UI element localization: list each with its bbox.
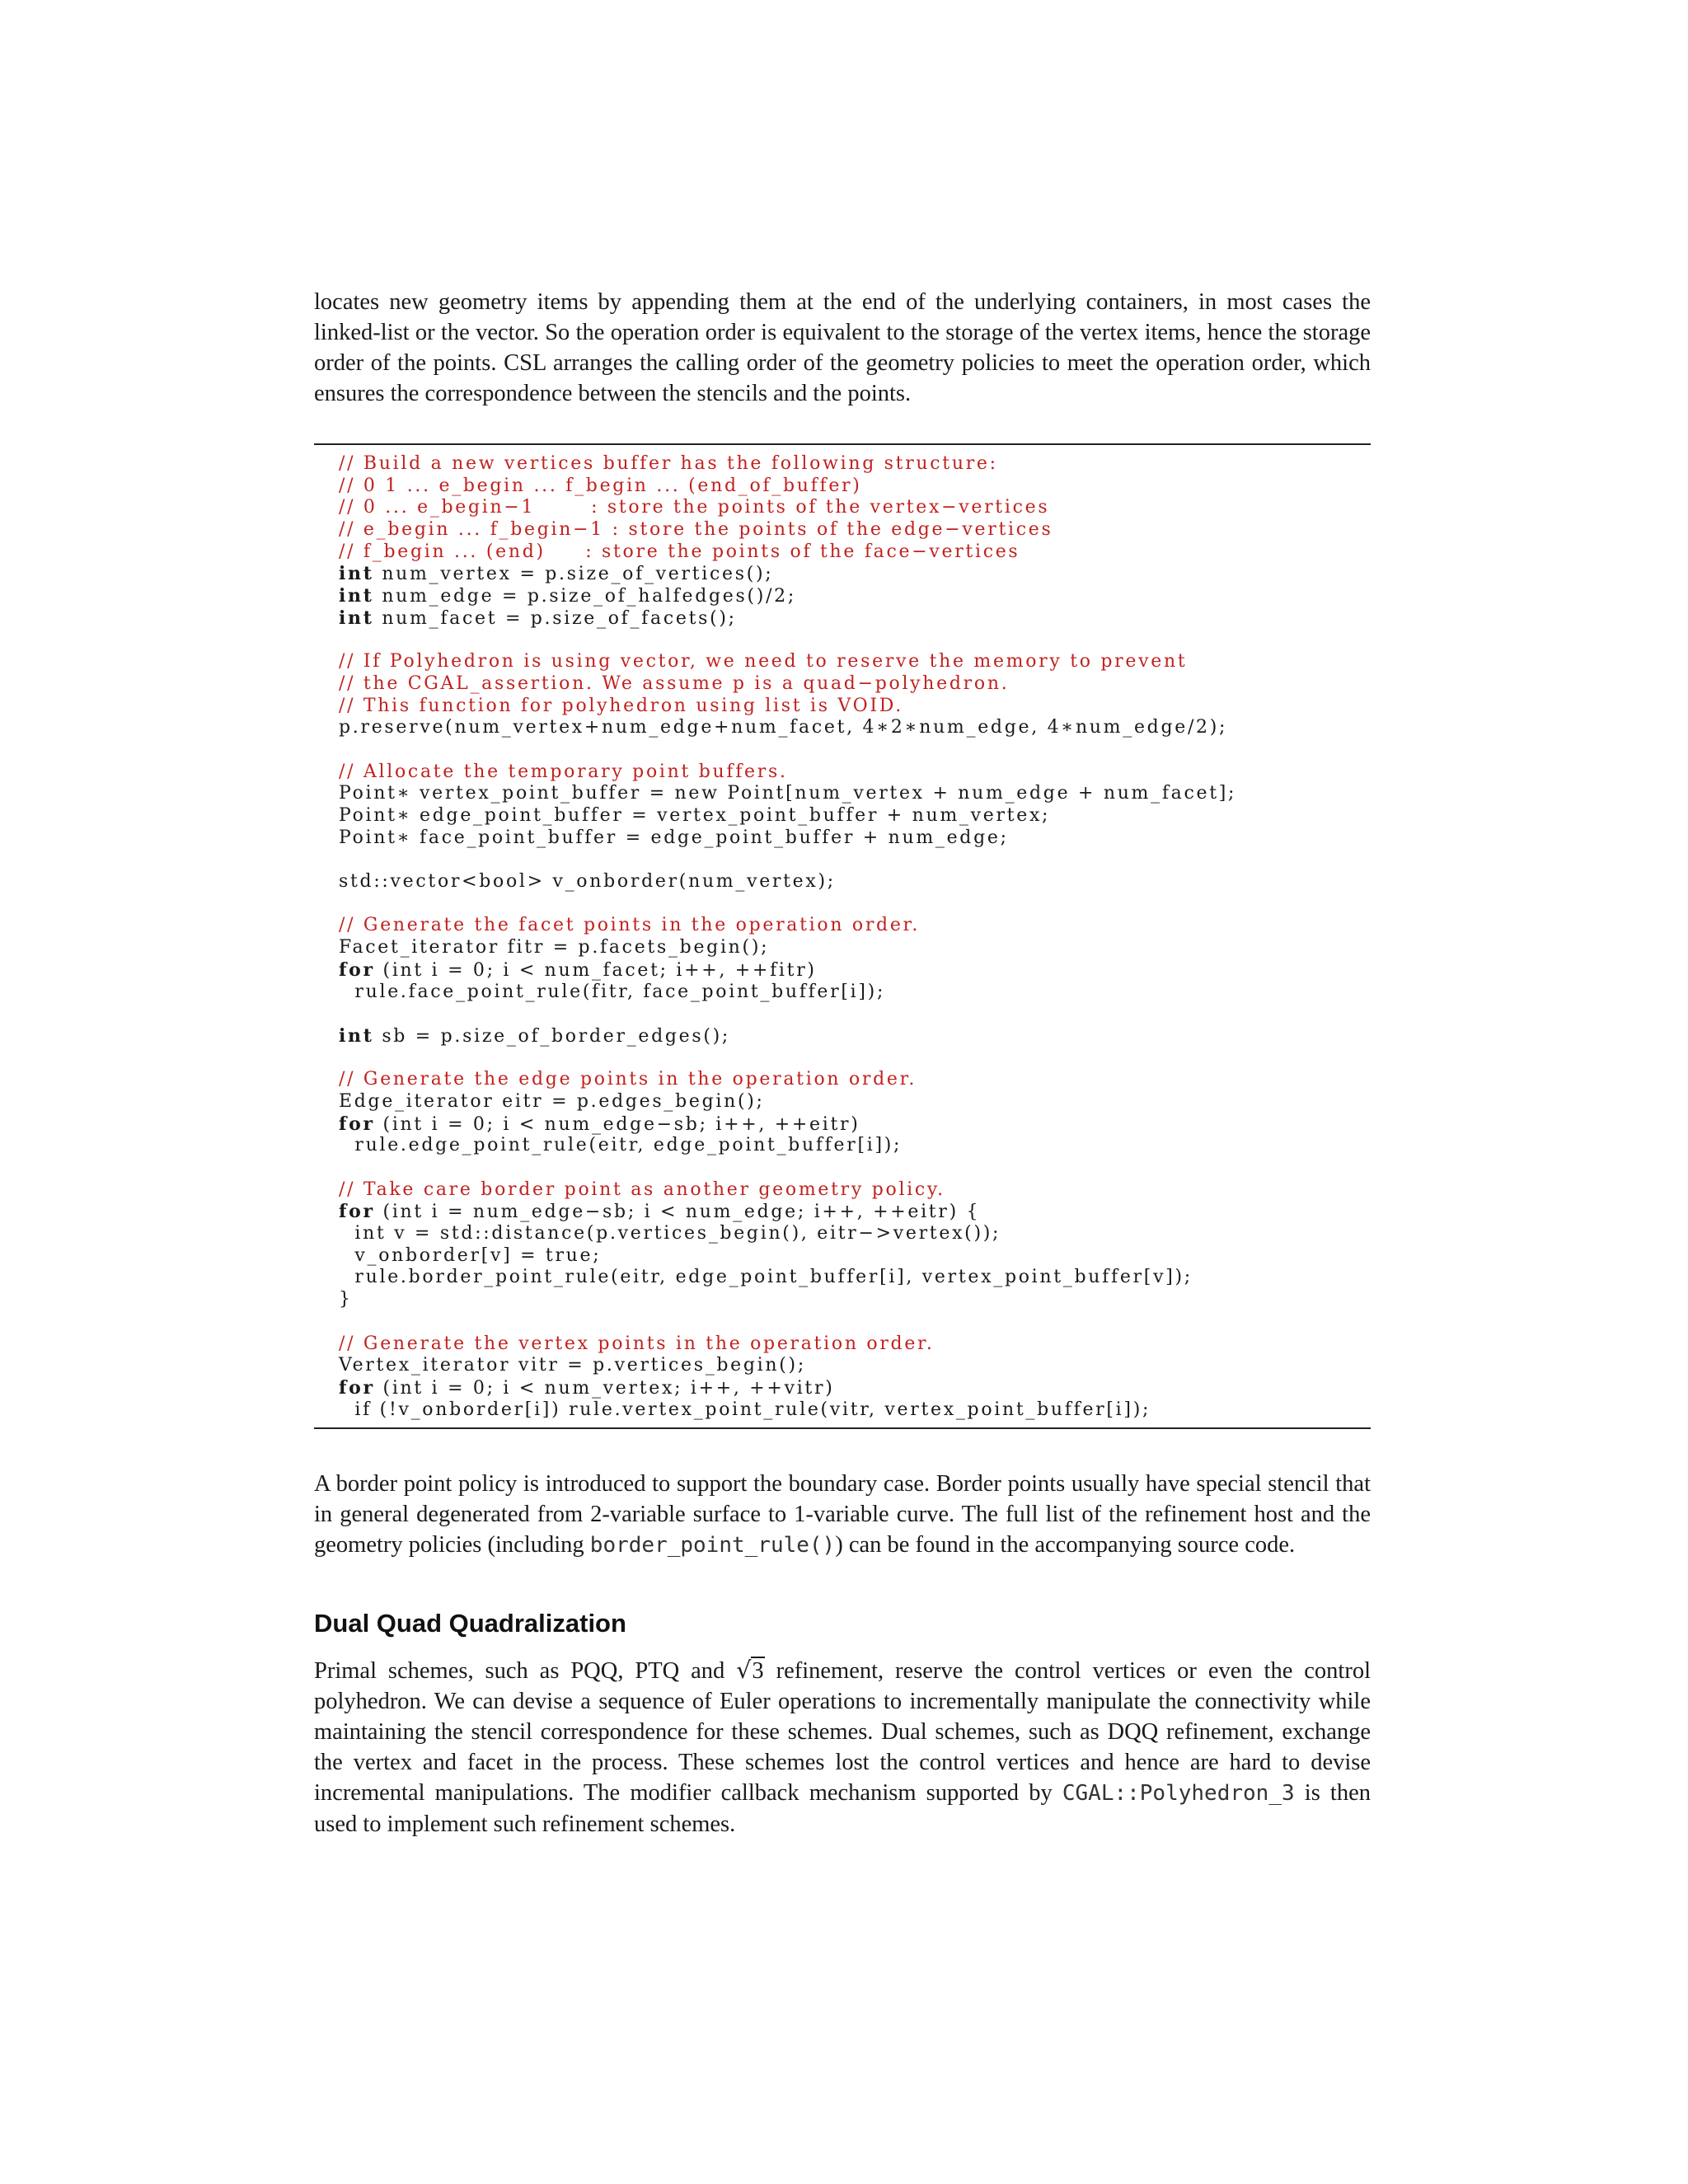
code-text: (int i = 0; i < num_edge−sb; i++, ++eitr) (374, 1113, 860, 1135)
code-comment-line (339, 696, 1371, 718)
code-listing (314, 443, 1371, 1429)
code-line (339, 1135, 1371, 1157)
section-heading: Dual Quad Quadralization (314, 1609, 626, 1638)
code-blank-line (339, 630, 1371, 652)
code-text: // If Polyhedron is using vector, we need to reserve the memory to prevent (339, 651, 1188, 673)
code-text: // Generate the facet points in the operation order. (339, 915, 921, 936)
border-point-paragraph (314, 1469, 1371, 1561)
code-text: // Generate the vertex points in the operation order. (339, 1333, 935, 1354)
code-text: Point∗ face_point_buffer = edge_point_buffer + num_edge; (339, 827, 1009, 848)
code-keyword: for (339, 958, 375, 981)
code-text: Vertex_iterator vitr = p.vertices_begin(); (339, 1355, 806, 1376)
code-text: rule.face_point_rule(fitr, face_point_buffer[i]); (339, 981, 886, 1002)
code-text: // Generate the edge points in the operation order. (339, 1069, 917, 1090)
code-blank-line (339, 1311, 1371, 1333)
dual-para-text-3: is then used to implement such refinement schemes. (314, 1780, 1371, 1838)
code-line (339, 937, 1371, 959)
code-text: // Allocate the temporary point buffers. (339, 761, 788, 782)
code-comment-line (339, 673, 1371, 696)
code-text: // e_begin ... f_begin−1 : store the points of the edge−vertices (339, 519, 1053, 541)
code-line (339, 1245, 1371, 1268)
code-keyword: int (339, 1024, 374, 1047)
code-comment-line (339, 651, 1371, 673)
code-comment-line (339, 497, 1371, 519)
border-para-text-1: A border point policy is introduced to support the boundary case. Border points usually have special stencil that in general degenerated from 2-variable surface to 1-variable curve. The full list of the refinement host and the geometry policies (including (314, 1471, 1371, 1558)
code-line (339, 1025, 1371, 1047)
code-text: num_facet = p.size_of_facets(); (373, 607, 737, 629)
code-line (339, 563, 1371, 585)
code-comment-line (339, 453, 1371, 476)
code-text: rule.edge_point_rule(eitr, edge_point_buffer[i]); (339, 1135, 903, 1156)
code-line (339, 1091, 1371, 1113)
code-text: } (339, 1289, 353, 1310)
code-comment-line (339, 762, 1371, 784)
code-line (339, 1113, 1371, 1136)
code-blank-line (339, 739, 1371, 762)
code-keyword: int (339, 585, 374, 607)
code-comment-line (339, 1179, 1371, 1202)
code-text: // the CGAL_assertion. We assume p is a quad−polyhedron. (339, 673, 1010, 694)
code-text: // Take care border point as another geometry policy. (339, 1179, 945, 1200)
code-text: sb = p.size_of_border_edges(); (373, 1025, 731, 1047)
code-text: p.reserve(num_vertex+num_edge+num_facet, 4∗2∗num_edge, 4∗num_edge/2); (339, 717, 1228, 738)
code-line (339, 1223, 1371, 1245)
code-line (339, 1399, 1371, 1422)
code-line (339, 805, 1371, 827)
code-blank-line (339, 849, 1371, 871)
code-line (339, 1201, 1371, 1223)
border-para-text-2: ) can be found in the accompanying source code. (835, 1532, 1296, 1558)
code-text: num_vertex = p.size_of_vertices(); (373, 564, 774, 585)
code-text: Facet_iterator fitr = p.facets_begin(); (339, 937, 770, 958)
code-comment-line (339, 1069, 1371, 1091)
code-line (339, 827, 1371, 850)
code-line (339, 1377, 1371, 1399)
code-blank-line (339, 1003, 1371, 1025)
code-text: num_edge = p.size_of_halfedges()/2; (373, 586, 796, 607)
dual-quad-paragraph (314, 1655, 1371, 1840)
code-keyword: for (339, 1113, 375, 1135)
sqrt-radical-symbol: √ (736, 1657, 752, 1685)
code-line (339, 585, 1371, 607)
code-text: // This function for polyhedron using list is VOID. (339, 695, 903, 716)
code-comment-line (339, 541, 1371, 564)
code-blank-line (339, 1047, 1371, 1070)
code-text: // f_begin ... (end) : store the points of the face−vertices (339, 541, 1020, 562)
code-text: (int i = 0; i < num_facet; i++, ++fitr) (374, 959, 817, 981)
intro-paragraph: locates new geometry items by appending them at the end of the underlying containers, in most cases the linked-list or the vector. So the operation order is equivalent to the storage of the vertex items, hence the storage order of the points. CSL arranges the calling order of the geometry policies to meet the operation order, which ensures the correspondence between the stencils and the points. (314, 289, 1371, 406)
sqrt-radicand: 3 (752, 1658, 764, 1685)
code-comment-line (339, 519, 1371, 541)
sqrt-3-formula (736, 1655, 764, 1686)
code-text: (int i = 0; i < num_vertex; i++, ++vitr) (374, 1377, 835, 1399)
code-line (339, 982, 1371, 1004)
code-text: Edge_iterator eitr = p.edges_begin(); (339, 1090, 765, 1112)
code-line (339, 871, 1371, 893)
code-text: std::vector<bool> v_onborder(num_vertex); (339, 871, 836, 893)
code-text: rule.border_point_rule(eitr, edge_point_buffer[i], vertex_point_buffer[v]); (339, 1267, 1193, 1288)
page-content (314, 287, 1371, 1840)
code-text: Point∗ vertex_point_buffer = new Point[num_vertex + num_edge + num_facet]; (339, 783, 1237, 804)
inline-code-polyhedron-3: CGAL::Polyhedron_3 (1062, 1781, 1295, 1807)
dual-para-text-2: refinement, reserve the control vertices or even the control polyhedron. We can devise a sequence of Euler operations to incrementally manipulate the connectivity while maintaining the stencil correspondence for these schemes. Dual schemes, such as DQQ refinement, exchange the vertex and facet in the process. These schemes lost the control vertices and hence are hard to devise incremental manipulations. The modifier callback mechanism supported by (314, 1658, 1372, 1807)
code-text: // 0 1 ... e_begin ... f_begin ... (end_of_buffer) (339, 475, 862, 496)
code-text: int v = std::distance(p.vertices_begin(), eitr−>vertex()); (339, 1223, 1001, 1244)
code-keyword: for (339, 1376, 375, 1399)
code-line (339, 1267, 1371, 1289)
code-keyword: int (339, 563, 374, 585)
dual-para-text-1: Primal schemes, such as PQQ, PTQ and (314, 1658, 737, 1685)
code-text: // 0 ... e_begin−1 : store the points of the vertex−vertices (339, 497, 1050, 518)
code-line (339, 1289, 1371, 1311)
code-line (339, 717, 1371, 739)
code-keyword: for (339, 1201, 375, 1223)
inline-code-border-point-rule: border_point_rule() (589, 1533, 836, 1558)
code-text: v_onborder[v] = true; (339, 1244, 602, 1266)
code-line (339, 1355, 1371, 1377)
code-text: (int i = num_edge−sb; i < num_edge; i++, ++eitr) { (374, 1202, 981, 1223)
code-text: Point∗ edge_point_buffer = vertex_point_buffer + num_vertex; (339, 805, 1051, 826)
code-blank-line (339, 1157, 1371, 1179)
code-comment-line (339, 1333, 1371, 1356)
code-comment-line (339, 476, 1371, 498)
code-line (339, 959, 1371, 982)
code-text: // Build a new vertices buffer has the following structure: (339, 453, 998, 474)
code-comment-line (339, 915, 1371, 937)
code-line (339, 607, 1371, 630)
code-keyword: int (339, 607, 374, 629)
code-text: if (!v_onborder[i]) rule.vertex_point_rule(vitr, vertex_point_buffer[i]); (339, 1399, 1151, 1420)
code-line (339, 783, 1371, 805)
code-blank-line (339, 893, 1371, 916)
